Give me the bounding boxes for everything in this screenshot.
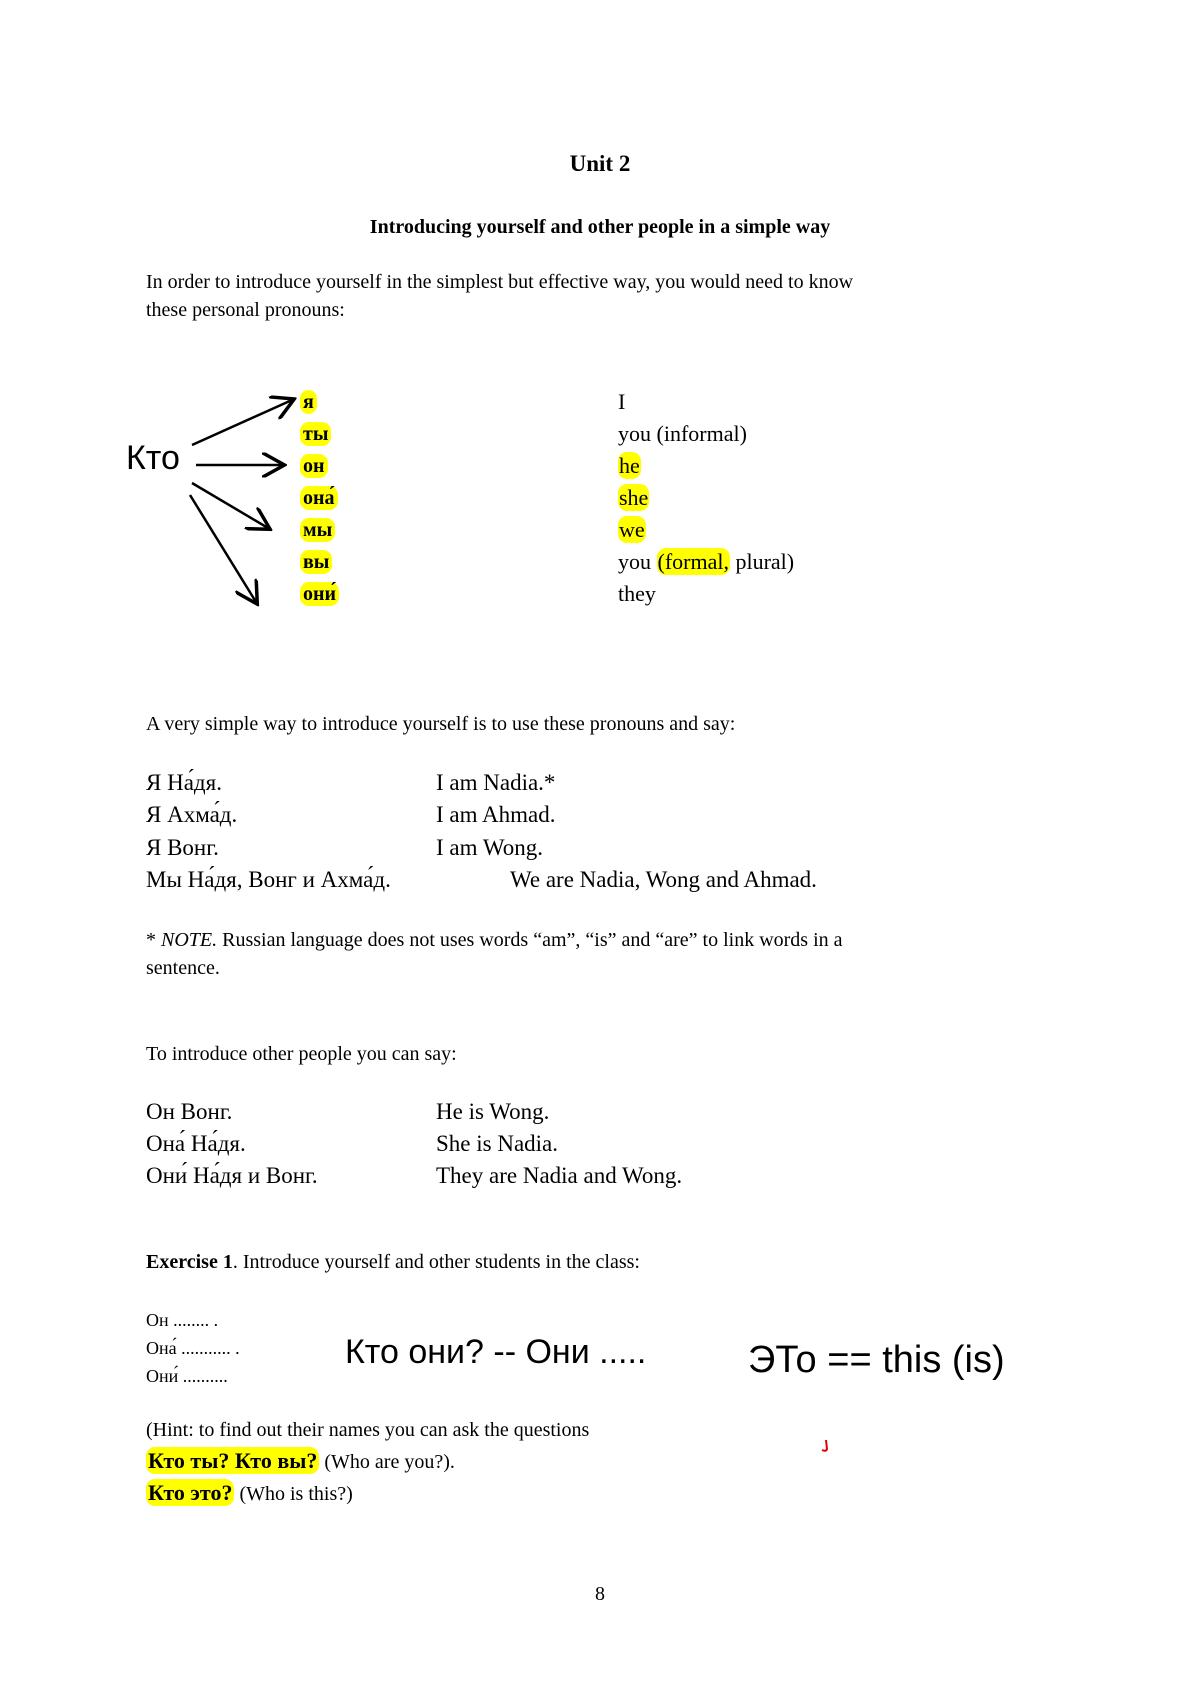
hint-q2: Кто это? [148,1480,233,1505]
hand-note-this-is: ЭТо == this (is) [748,1339,1005,1381]
hint-q1-en: (Who are you?). [319,1451,455,1473]
pronoun-ty: ты [300,422,331,446]
intro-line-2: these personal pronouns: [146,299,345,321]
pronoun-vy: вы [300,550,332,574]
hint-line-3 [146,1480,353,1506]
pronoun-en-plural: plural) [729,549,795,574]
simple-ru-4: Мы На́дя, Вонг и Ахма́д. [146,867,391,892]
simple-en-4: We are Nadia, Wong and Ahmad. [510,867,817,892]
pronoun-en-we: we [619,517,645,542]
who-hand-label: Кто [126,439,180,477]
pronoun-en-formal: (formal, [657,549,729,574]
pronouns-en-column [618,386,978,610]
simple-en-2: I am Ahmad. [436,802,556,827]
simple-en-3: I am Wong. [436,835,543,860]
simple-lead: A very simple way to introduce yourself is to use these pronouns and say: [146,713,736,735]
pronoun-en-he: he [619,453,640,478]
hint-line-2 [146,1448,455,1474]
arrow-to-ya [192,400,292,445]
others-ru-1: Он Вонг. [146,1099,233,1124]
pronoun-en-you-informal: you (informal) [618,421,747,446]
exercise-line [146,1250,640,1274]
arrows-diagram [120,380,320,620]
pronoun-en-i: I [618,389,626,414]
arrow-to-my [192,483,268,528]
note-text: Russian language does not uses words “am”, “is” and “are” to link words in a [217,929,843,951]
others-en-3: They are Nadia and Wong. [436,1163,683,1188]
note-star: * [146,929,161,951]
hint-q2-en: (Who is this?) [234,1483,353,1505]
pronoun-en-they: they [618,581,656,606]
exercise-label: Exercise 1 [146,1251,233,1273]
intro-line-1: In order to introduce yourself in the simplest but effective way, you would need to know [146,271,854,293]
others-en-2: She is Nadia. [436,1131,559,1156]
simple-ru-2: Я Ахма́д. [146,802,238,827]
red-mark [820,1438,832,1454]
pronoun-en-you-formal-a: you [618,549,657,574]
page-subtitle: Introducing yourself and other people in a simple way [369,216,831,238]
pronoun-on: он [300,454,328,478]
pronouns-ru-column [300,386,380,610]
pronoun-en-she: she [619,485,649,510]
exercise-blank-2: Она́ ........... . [146,1338,240,1358]
hint-q1: Кто ты? Кто вы? [148,1448,318,1473]
others-ru-2: Она́ На́дя. [146,1131,246,1156]
exercise-text: . Introduce yourself and other students in the class: [232,1251,640,1273]
exercise-blanks [146,1306,240,1390]
others-ru-3: Они́ На́дя и Вонг. [146,1163,318,1188]
others-lead: To introduce other people you can say: [146,1043,457,1065]
simple-ru-3: Я Вонг. [146,835,219,860]
note-label: NOTE. [161,929,218,951]
pronoun-ona: она́ [300,486,338,510]
simple-en-1: I am Nadia.* [436,770,556,795]
hint-line-1: (Hint: to find out their names you can ask the questions [146,1419,590,1441]
page-title: Unit 2 [569,151,631,176]
pronoun-my: мы [300,518,335,542]
arrow-to-oni [190,495,256,602]
pronoun-oni: они́ [300,582,339,606]
note-line-1 [146,928,843,952]
hand-note-who-are-they: Кто они? -- Они ..... [345,1333,647,1371]
note-line-2: sentence. [146,957,220,979]
pronoun-ya: я [300,390,317,414]
exercise-blank-1: Он ........ . [146,1310,219,1330]
simple-ru-1: Я На́дя. [146,770,222,795]
others-en-1: He is Wong. [436,1099,550,1124]
page-number: 8 [595,1583,605,1605]
exercise-blank-3: Они́ .......... [146,1366,228,1386]
